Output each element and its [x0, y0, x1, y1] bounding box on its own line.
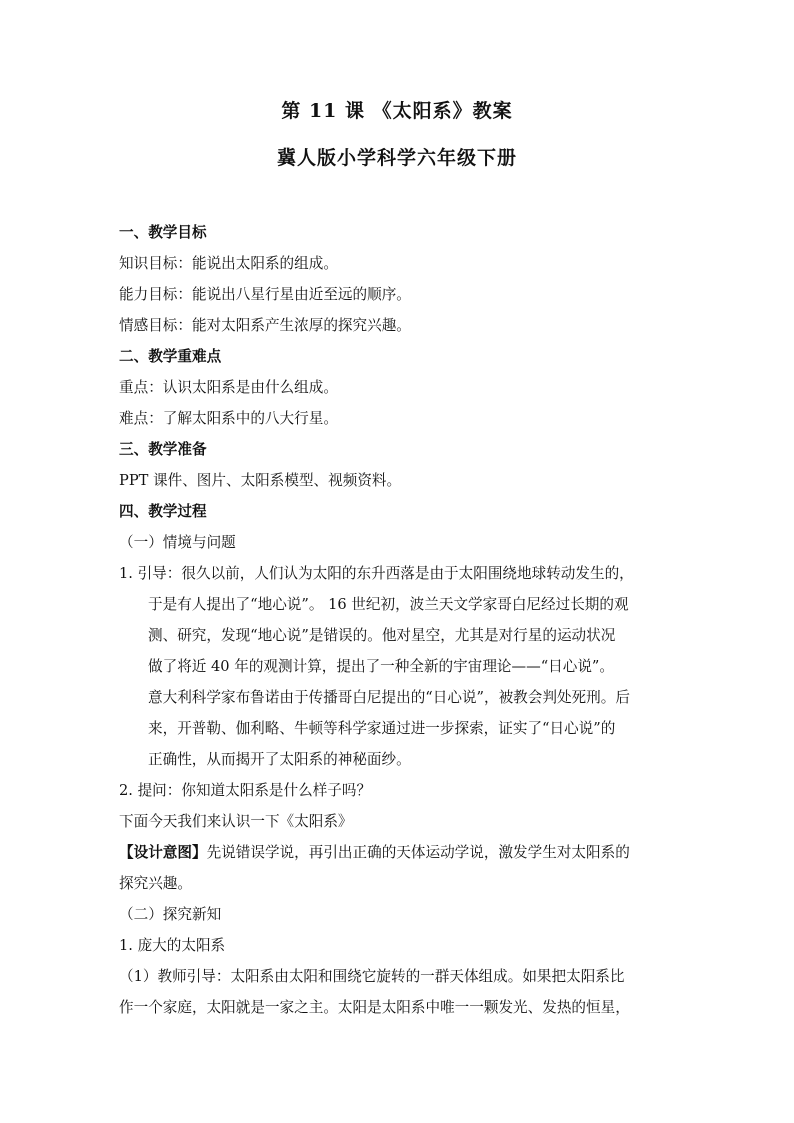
section-heading-process: 四、教学过程 — [119, 503, 207, 520]
paragraph-line: 1. 引导：很久以前，人们认为太阳的东升西落是由于太阳围绕地球转动发生的， — [119, 565, 634, 582]
section-heading-key-points: 二、教学重难点 — [119, 348, 222, 365]
paragraph-line: 难点：了解太阳系中的八大行星。 — [119, 410, 338, 427]
paragraph-line: 来，开普勒、伽利略、牛顿等科学家通过进一步探索，证实了“日心说”的 — [148, 720, 616, 737]
paragraph-line: 做了将近 40 年的观测计算，提出了一种全新的宇宙理论——“日心说”。 — [148, 658, 614, 675]
paragraph-line: 于是有人提出了“地心说”。 16 世纪初，波兰天文学家哥白尼经过长期的观 — [148, 596, 629, 613]
document-subtitle: 冀人版小学科学六年级下册 — [276, 147, 517, 169]
paragraph-line: 正确性，从而揭开了太阳系的神秘面纱。 — [148, 751, 411, 768]
section-heading-preparation: 三、教学准备 — [119, 441, 207, 458]
paragraph-line: 探究兴趣。 — [119, 875, 192, 892]
paragraph-line: 2. 提问：你知道太阳系是什么样子吗？ — [119, 782, 372, 799]
design-intent-label: 【设计意图】 — [119, 844, 207, 861]
paragraph-line: 下面今天我们来认识一下《太阳系》 — [119, 813, 353, 830]
paragraph-line: （一）情境与问题 — [119, 534, 236, 551]
paragraph-line: 知识目标：能说出太阳系的组成。 — [119, 255, 338, 272]
paragraph-line: （1）教师引导：太阳系由太阳和围绕它旋转的一群天体组成。如果把太阳系比 — [119, 968, 625, 985]
design-intent-line — [119, 837, 679, 868]
paragraph-line: 重点：认识太阳系是由什么组成。 — [119, 379, 338, 396]
design-intent-text: 先说错误学说，再引出正确的天体运动学说，激发学生对太阳系的 — [206, 844, 630, 861]
section-heading-goals: 一、教学目标 — [119, 224, 207, 241]
document-title: 第 11 课 《太阳系》教案 — [281, 100, 513, 122]
paragraph-line: 意大利科学家布鲁诺由于传播哥白尼提出的“日心说”，被教会判处死刑。后 — [148, 689, 630, 706]
paragraph-line: 测、研究，发现“地心说”是错误的。他对星空，尤其是对行星的运动状况 — [148, 627, 616, 644]
paragraph-line: PPT 课件、图片、太阳系模型、视频资料。 — [119, 472, 402, 489]
paragraph-line: 情感目标：能对太阳系产生浓厚的探究兴趣。 — [119, 317, 411, 334]
paragraph-line: 1. 庞大的太阳系 — [119, 937, 226, 954]
paragraph-line: 作一个家庭，太阳就是一家之主。太阳是太阳系中唯一一颗发光、发热的恒星， — [119, 999, 630, 1016]
paragraph-line: （二）探究新知 — [119, 906, 222, 923]
paragraph-line: 能力目标：能说出八星行星由近至远的顺序。 — [119, 286, 411, 303]
document-body — [119, 217, 679, 1023]
